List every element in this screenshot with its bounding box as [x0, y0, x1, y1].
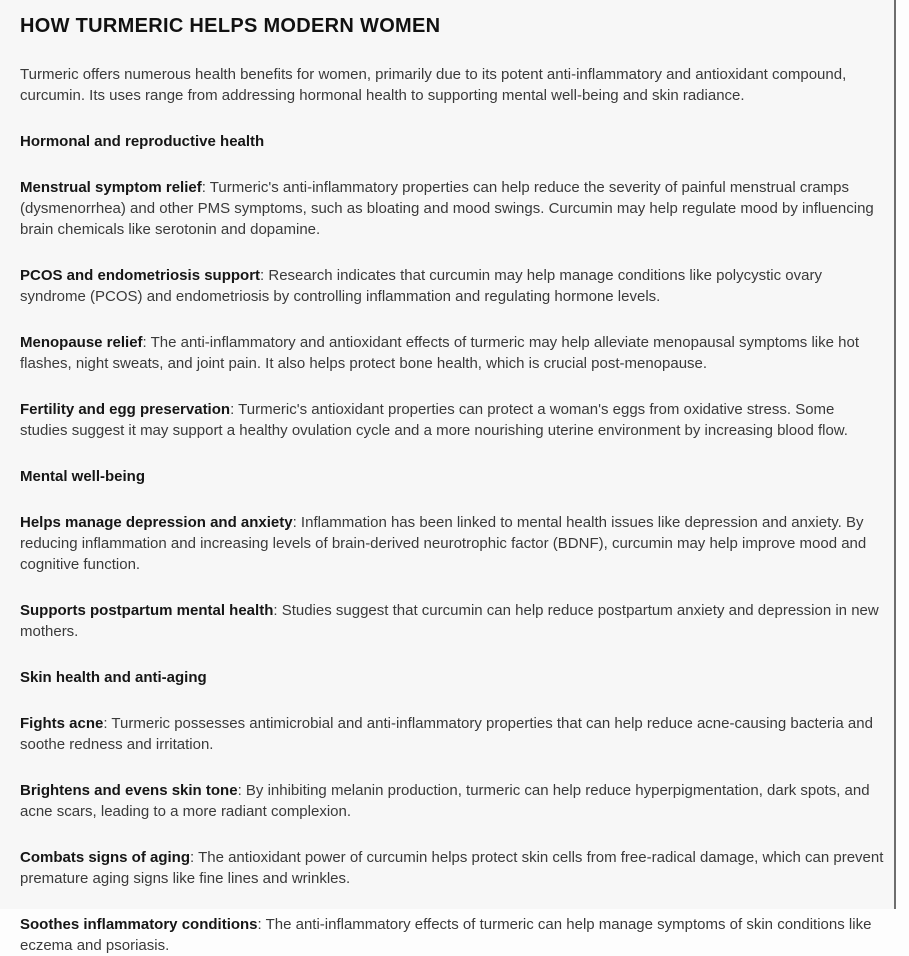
- section-heading-hormonal-reproductive-health: Hormonal and reproductive health: [20, 133, 265, 150]
- benefit-paragraph-fertility-egg-preservation: [20, 399, 884, 441]
- benefit-label: Combats signs of aging: [20, 849, 191, 866]
- benefit-label: Soothes inflammatory conditions: [20, 916, 258, 933]
- benefit-label: PCOS and endometriosis support: [20, 267, 261, 284]
- benefit-label: Menstrual symptom relief: [20, 179, 202, 196]
- benefit-label: Fertility and egg preservation: [20, 401, 231, 418]
- benefit-paragraph-menstrual-symptom-relief: [20, 177, 884, 240]
- benefit-paragraph-postpartum-mental-health: [20, 600, 884, 642]
- benefit-text: : Research indicates that curcumin may help manage conditions like polycystic ovary syndrome (PCOS) and endometriosis by controlling inflammation and regulating hormone levels.: [20, 267, 822, 305]
- section-heading-skin-health-anti-aging: Skin health and anti-aging: [20, 669, 207, 686]
- page-title: HOW TURMERIC HELPS MODERN WOMEN: [20, 15, 441, 37]
- benefit-paragraph-menopause-relief: [20, 332, 884, 374]
- intro-paragraph: Turmeric offers numerous health benefits for women, primarily due to its potent anti-inflammatory and antioxidant compound, curcumin. Its uses range from addressing hormonal health to supporting mental well-being and skin radiance.: [20, 66, 847, 104]
- benefit-text: : Turmeric's antioxidant properties can protect a woman's eggs from oxidative stress. Some studies suggest it may support a healthy ovulation cycle and a more nourishing uterine environment by increasing blood flow.: [20, 401, 848, 439]
- benefit-paragraph-pcos-endometriosis-support: [20, 265, 884, 307]
- benefit-label: Menopause relief: [20, 334, 143, 351]
- benefit-text: : Turmeric possesses antimicrobial and anti-inflammatory properties that can help reduce acne-causing bacteria and soothe redness and irritation.: [20, 715, 873, 753]
- benefit-paragraph-soothes-inflammatory-conditions: [20, 914, 884, 956]
- benefit-text: : Inflammation has been linked to mental health issues like depression and anxiety. By reducing inflammation and increasing levels of brain-derived neurotrophic factor (BDNF), curcumin may help improve mood and cognitive function.: [20, 514, 867, 573]
- benefit-label: Supports postpartum mental health: [20, 602, 274, 619]
- benefit-paragraph-fights-acne: [20, 713, 884, 755]
- benefit-label: Helps manage depression and anxiety: [20, 514, 293, 531]
- benefit-paragraph-brightens-skin-tone: [20, 780, 884, 822]
- section-heading-mental-well-being: Mental well-being: [20, 468, 146, 485]
- benefit-label: Fights acne: [20, 715, 104, 732]
- benefit-text: : The antioxidant power of curcumin helps protect skin cells from free-radical damage, which can prevent premature aging signs like fine lines and wrinkles.: [20, 849, 884, 887]
- benefit-text: : The anti-inflammatory and antioxidant effects of turmeric may help alleviate menopausal symptoms like hot flashes, night sweats, and joint pain. It also helps protect bone health, which is crucial post-menopause.: [20, 334, 860, 372]
- benefit-text: : The anti-inflammatory effects of turmeric can help manage symptoms of skin conditions like eczema and psoriasis.: [20, 916, 872, 954]
- benefit-text: : Turmeric's anti-inflammatory properties can help reduce the severity of painful menstrual cramps (dysmenorrhea) and other PMS symptoms, such as bloating and mood swings. Curcumin may help regulate mood by influencing brain chemicals like serotonin and dopamine.: [20, 179, 874, 238]
- benefit-paragraph-depression-anxiety: [20, 512, 884, 575]
- benefit-text: : Studies suggest that curcumin can help reduce postpartum anxiety and depression in new mothers.: [20, 602, 879, 640]
- benefit-paragraph-combats-aging: [20, 847, 884, 889]
- benefit-text: : By inhibiting melanin production, turmeric can help reduce hyperpigmentation, dark spots, and acne scars, leading to a more radiant complexion.: [20, 782, 870, 820]
- benefit-label: Brightens and evens skin tone: [20, 782, 238, 799]
